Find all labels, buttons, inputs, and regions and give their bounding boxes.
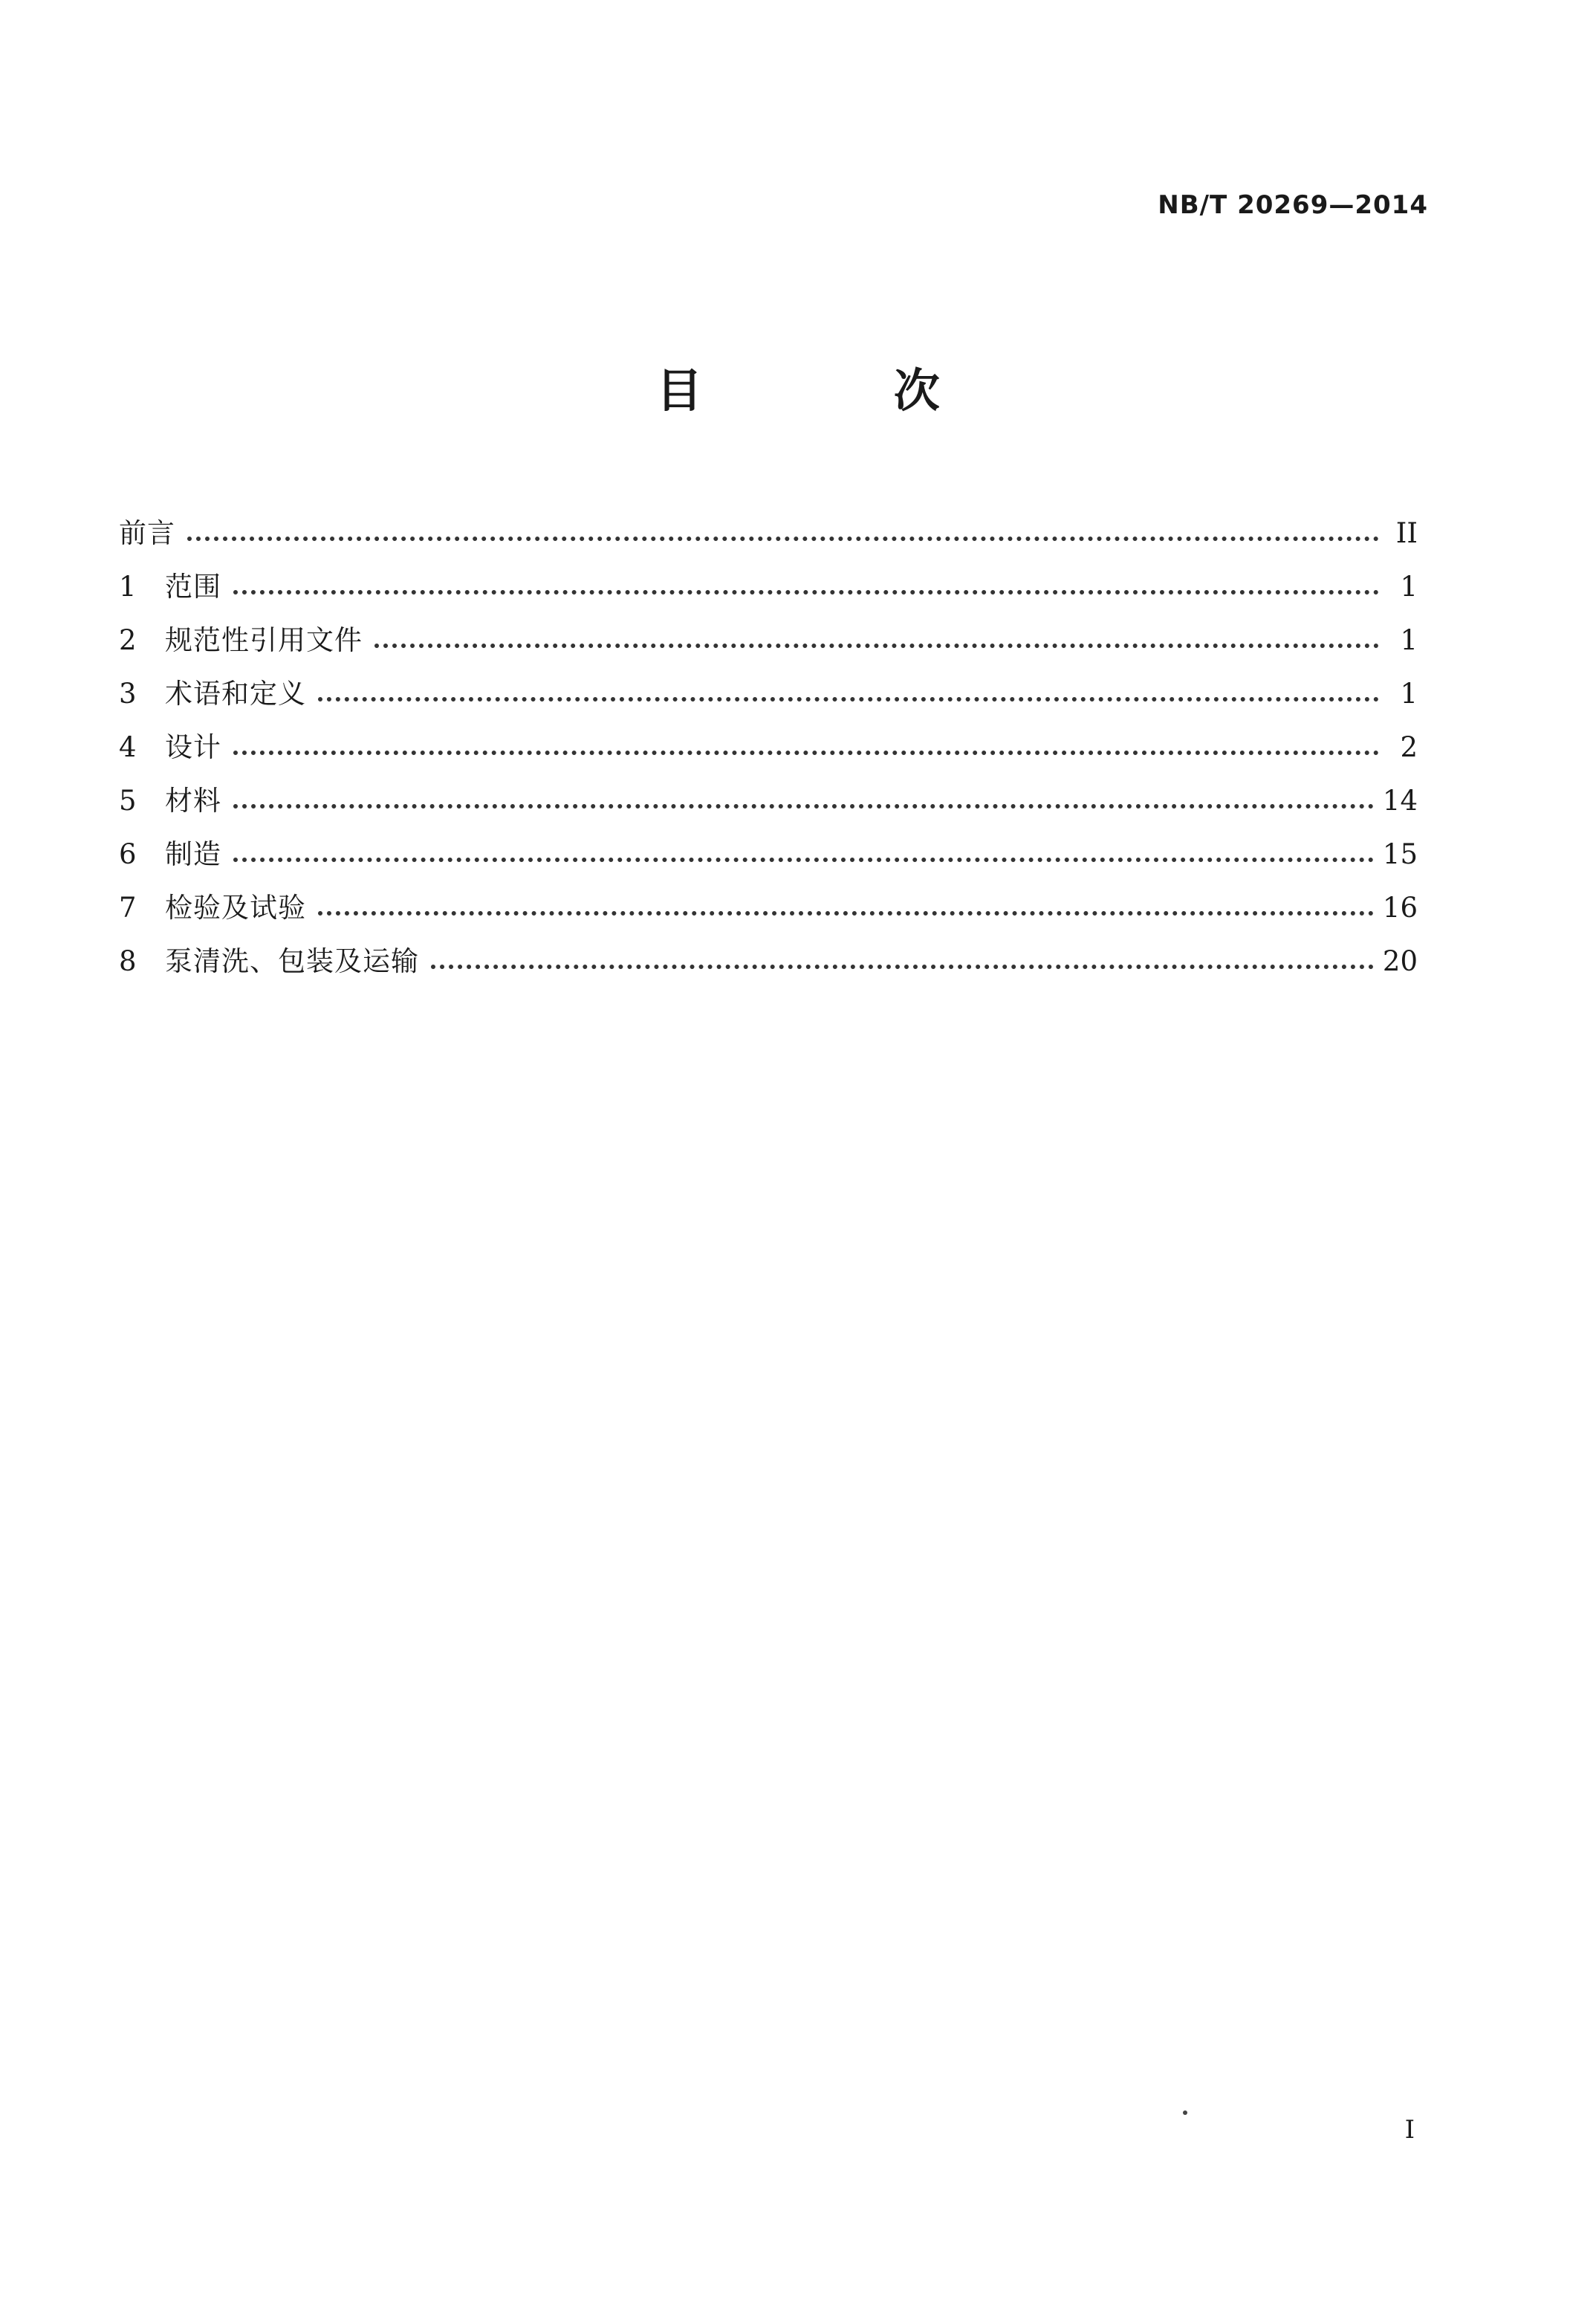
dot-leader bbox=[233, 751, 1379, 755]
dot-leader bbox=[187, 537, 1379, 541]
scan-speck bbox=[1183, 2110, 1187, 2115]
toc-entry-6[interactable] bbox=[119, 814, 1418, 868]
toc-entry-page: 1 bbox=[1400, 678, 1418, 710]
toc-entry-label: 泵清洗、包装及运输 bbox=[165, 945, 419, 977]
toc-entry-8[interactable] bbox=[119, 921, 1418, 975]
toc-entry-1[interactable] bbox=[119, 547, 1418, 603]
page-title: 目 次 bbox=[656, 363, 1028, 418]
dot-leader bbox=[431, 965, 1374, 969]
page-number: I bbox=[1404, 2115, 1415, 2145]
toc-entry-number: 8 bbox=[119, 945, 137, 977]
toc-entry-2[interactable] bbox=[119, 600, 1418, 654]
toc-entry-number: 1 bbox=[119, 571, 137, 603]
toc-entry-number: 7 bbox=[119, 892, 137, 924]
dot-leader bbox=[318, 697, 1379, 702]
toc-entry-5[interactable] bbox=[119, 761, 1418, 817]
toc-entry-page: 14 bbox=[1382, 785, 1418, 817]
toc-entry-number: 4 bbox=[119, 731, 137, 763]
toc-entry-number: 5 bbox=[119, 785, 137, 817]
dot-leader bbox=[233, 804, 1374, 809]
toc-entry-4[interactable] bbox=[119, 707, 1418, 761]
toc-entry-page: 15 bbox=[1382, 838, 1418, 870]
toc-entry-page: 2 bbox=[1400, 731, 1418, 763]
toc-entry-page: II bbox=[1395, 517, 1418, 549]
toc-entry-label: 前言 bbox=[119, 517, 175, 549]
toc-entry-3[interactable] bbox=[119, 654, 1418, 710]
toc-entry-label: 术语和定义 bbox=[165, 678, 306, 710]
dot-leader bbox=[318, 911, 1374, 916]
toc-entry-page: 1 bbox=[1400, 571, 1418, 603]
toc-entry-7[interactable] bbox=[119, 868, 1418, 924]
toc-entry-number: 2 bbox=[119, 624, 137, 656]
toc-entry-number: 6 bbox=[119, 838, 137, 870]
dot-leader bbox=[233, 858, 1374, 862]
toc-entry-page: 1 bbox=[1400, 624, 1418, 656]
toc-entry-label: 范围 bbox=[165, 571, 221, 603]
toc-entry-page: 16 bbox=[1382, 892, 1418, 924]
toc-entry-label: 材料 bbox=[165, 785, 221, 817]
toc-entry-label: 制造 bbox=[165, 838, 221, 870]
dot-leader bbox=[233, 590, 1379, 595]
toc-entry-number: 3 bbox=[119, 678, 137, 710]
standard-number: NB/T 20269—2014 bbox=[1158, 190, 1428, 220]
toc-entry-label: 规范性引用文件 bbox=[165, 624, 363, 656]
dot-leader bbox=[374, 644, 1379, 648]
toc-entry-label: 检验及试验 bbox=[165, 892, 306, 924]
toc-entry-foreword[interactable] bbox=[119, 493, 1418, 547]
toc-entry-label: 设计 bbox=[165, 731, 221, 763]
toc-entry-page: 20 bbox=[1382, 945, 1418, 977]
table-of-contents bbox=[119, 493, 1418, 975]
